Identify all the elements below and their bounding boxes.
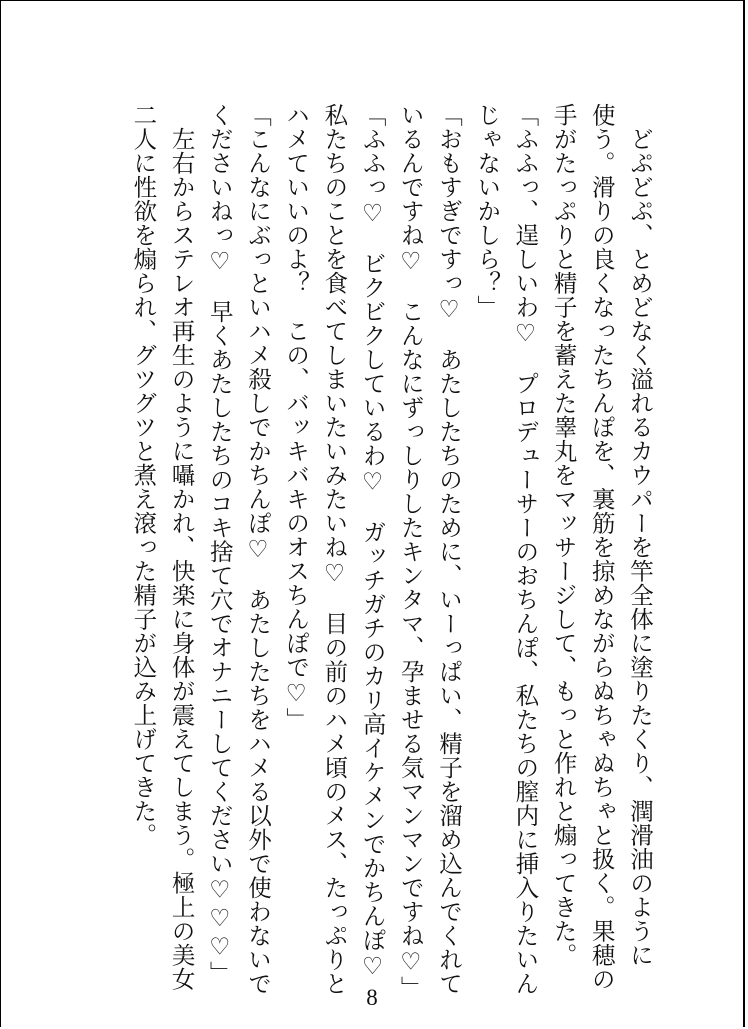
text-line: 左右からステレオ再生のように囁かれ、快楽に身体が震えてしまう。極上の美女 [167,103,196,991]
text-line: 「ふふっ♡ ビクビクしているわ♡ ガッチガチのカリ高イケメンでかちんぽ♡ [358,103,387,981]
text-line: 使う。滑りの良くなったちんぽを、裏筋を掠めながらぬちゃぬちゃと扱く。果穂の [587,103,616,991]
page-number: 8 [366,985,378,1010]
text-line: 「こんなにぶっといハメ殺しでかちんぽ♡ あたしたちをハメる以外で使わないで [243,103,272,996]
text-line: 「ふふっ、逞しいわ♡ プロデューサーのおちんぽ、私たちの膣内に挿入りたいん [511,103,540,996]
text-line: じゃないかしら？」 [473,103,502,319]
text-line: どぷどぷ、とめどなく溢れるカウパーを竿全体に塗りたくり、潤滑油のように [626,103,654,967]
text-line: いるんですね♡ こんなにずっしりしたキンタマ、孕ませる気マンマンですね♡」 [396,103,425,1000]
text-line: ハメていいのよ？ この、バッキバキのオスちんぽで♡」 [282,103,311,732]
text-line: 二人に性欲を煽られ、グツグツと煮え滾った精子が込み上げてきた。 [129,103,158,847]
text-line: くださいねっ♡ 早くあたしたちのコキ捨て穴でオナニーしてください♡♡♡」 [205,103,234,985]
text-line: 私たちのことを食べてしまいたいみたいね♡ 目の前のハメ頃のメス、たっぷりと [320,103,349,996]
text-line: 「おもすぎですっ♡ あたしたちのために、いーっぱい、精子を溜め込んでくれて [434,103,463,996]
text-line: 手がたっぷりと精子を蓄えた睾丸をマッサージして、もっと作れと煽ってきた。 [549,103,578,967]
vertical-text-body [124,103,659,1000]
